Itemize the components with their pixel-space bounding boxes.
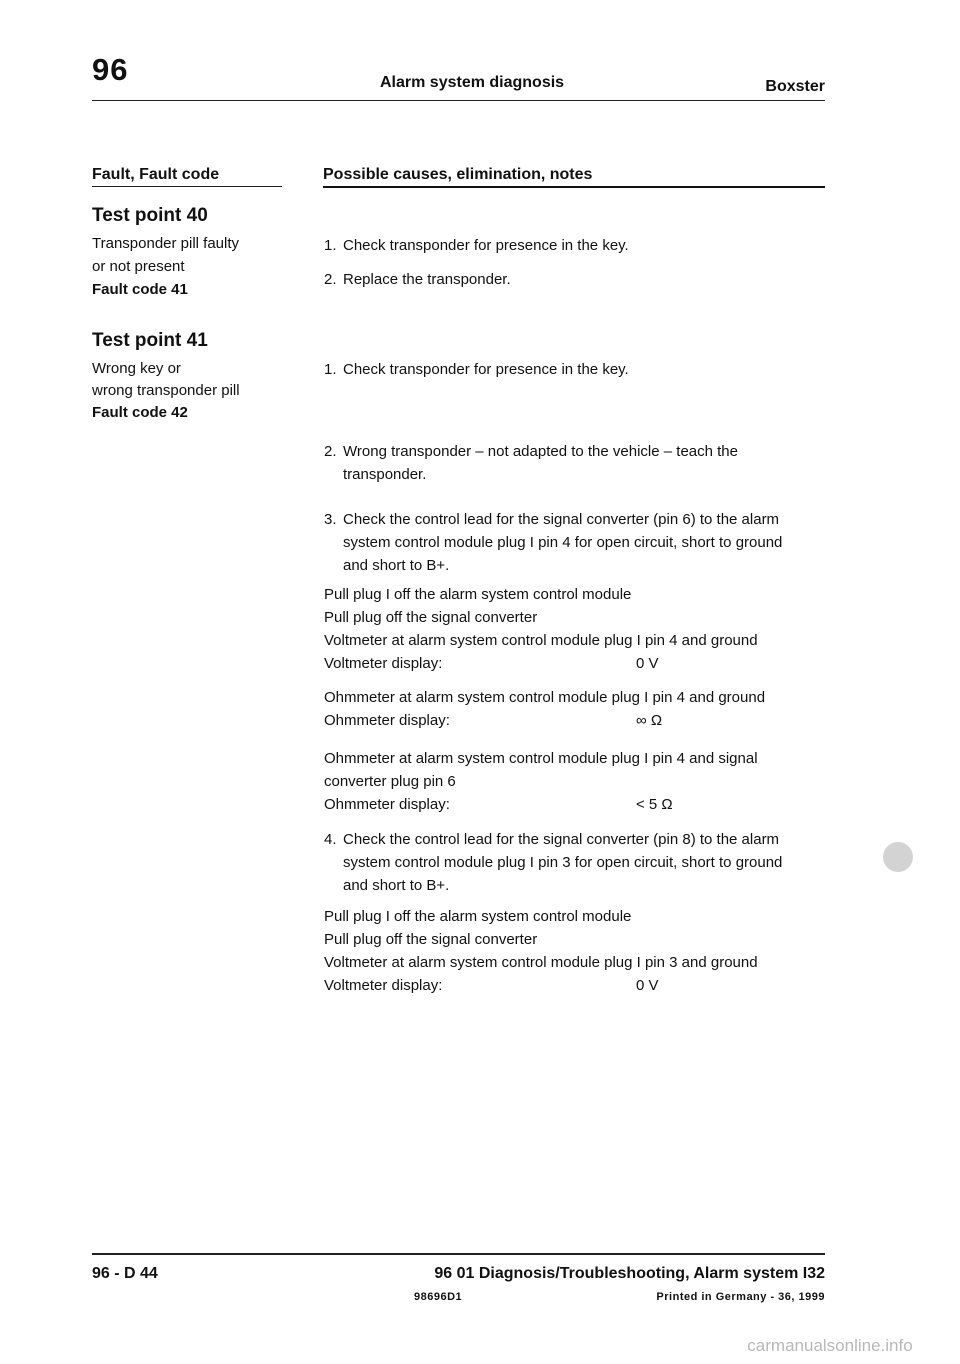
model-name: Boxster: [765, 78, 825, 95]
document-code: 98696D1: [414, 1291, 463, 1303]
print-info: Printed in Germany - 36, 1999: [656, 1291, 825, 1303]
page-number: 96 - D 44: [92, 1265, 158, 1282]
test-point-41-desc-2: wrong transponder pill: [92, 382, 240, 399]
tp41-step-3-procedure-2: [324, 686, 824, 732]
test-point-40-fault-code: Fault code 41: [92, 281, 188, 298]
section-number: 96: [92, 52, 129, 87]
test-point-41-desc-1: Wrong key or: [92, 360, 181, 377]
test-point-40-title: Test point 40: [92, 205, 208, 226]
tp41-step-3-number: 3.: [324, 511, 337, 528]
instruction-line: Pull plug I off the alarm system control module: [324, 586, 632, 603]
tp41-step-3-line-3: and short to B+.: [343, 557, 450, 574]
footer-rule: [92, 1253, 825, 1255]
tp40-step-1-text: Check transponder for presence in the key.: [343, 237, 629, 254]
tp41-step-4-procedure: [324, 905, 824, 997]
tp41-step-4-line-1: Check the control lead for the signal converter (pin 8) to the alarm: [343, 831, 780, 848]
measurement-row: [324, 793, 824, 816]
tp41-step-1-number: 1.: [324, 361, 337, 378]
column-heading-fault: Fault, Fault code: [92, 166, 220, 183]
measurement-label: Ohmmeter display:: [324, 712, 450, 729]
tp41-step-3-line-2: system control module plug I pin 4 for open circuit, short to ground: [343, 534, 783, 551]
tp40-step-2-text: Replace the transponder.: [343, 271, 511, 288]
tp41-step-2-line-2: transponder.: [343, 466, 427, 483]
tp41-step-3: [324, 508, 824, 577]
measurement-row: [324, 709, 824, 732]
tp41-step-3-procedure-1: [324, 583, 824, 675]
column-rule-left: [92, 186, 282, 187]
instruction-line: Ohmmeter at alarm system control module plug I pin 4 and ground: [324, 689, 766, 706]
tp41-step-2-number: 2.: [324, 443, 337, 460]
tp41-step-3-procedure-3: [324, 747, 824, 816]
instruction-line: Pull plug off the signal converter: [324, 609, 538, 626]
tp41-step-2: [324, 440, 824, 486]
tp40-step-1-number: 1.: [324, 237, 337, 254]
measurement-label: Ohmmeter display:: [324, 796, 450, 813]
measurement-value: < 5 Ω: [636, 796, 673, 813]
section-tab-marker: [883, 842, 913, 872]
test-point-41-title: Test point 41: [92, 330, 208, 351]
tp41-step-1: [324, 358, 824, 381]
instruction-line: converter plug pin 6: [324, 773, 456, 790]
test-point-40-desc-1: Transponder pill faulty: [92, 235, 240, 252]
column-rule-right: [323, 186, 825, 188]
instruction-line: Pull plug off the signal converter: [324, 931, 538, 948]
instruction-line: Pull plug I off the alarm system control module: [324, 908, 632, 925]
measurement-value: ∞ Ω: [636, 712, 663, 729]
instruction-line: Voltmeter at alarm system control module plug I pin 4 and ground: [324, 632, 758, 649]
measurement-row: [324, 974, 824, 997]
tp41-step-4-line-2: system control module plug I pin 3 for open circuit, short to ground: [343, 854, 783, 871]
watermark: carmanualsonline.info: [747, 1336, 913, 1355]
tp41-step-4-line-3: and short to B+.: [343, 877, 450, 894]
tp40-step-2: [324, 268, 824, 291]
instruction-line: Voltmeter at alarm system control module plug I pin 3 and ground: [324, 954, 758, 971]
instruction-line: Ohmmeter at alarm system control module plug I pin 4 and signal: [324, 750, 758, 767]
measurement-row: [324, 652, 824, 675]
page-title: Alarm system diagnosis: [380, 74, 565, 91]
measurement-value: 0 V: [636, 655, 659, 672]
tp41-step-4: [324, 828, 824, 897]
measurement-label: Voltmeter display:: [324, 655, 443, 672]
tp41-step-3-line-1: Check the control lead for the signal converter (pin 6) to the alarm: [343, 511, 780, 528]
tp40-step-2-number: 2.: [324, 271, 337, 288]
header-rule: [92, 100, 825, 101]
tp41-step-4-number: 4.: [324, 831, 337, 848]
footer-reference: 96 01 Diagnosis/Troubleshooting, Alarm system I32: [434, 1265, 825, 1282]
tp41-step-1-text: Check transponder for presence in the key.: [343, 361, 629, 378]
tp40-step-1: [324, 234, 824, 257]
column-heading-causes: Possible causes, elimination, notes: [323, 166, 593, 183]
test-point-40-desc-2: or not present: [92, 258, 185, 275]
test-point-41-fault-code: Fault code 42: [92, 404, 188, 421]
tp41-step-2-line-1: Wrong transponder – not adapted to the vehicle – teach the: [343, 443, 738, 460]
measurement-label: Voltmeter display:: [324, 977, 443, 994]
measurement-value: 0 V: [636, 977, 659, 994]
